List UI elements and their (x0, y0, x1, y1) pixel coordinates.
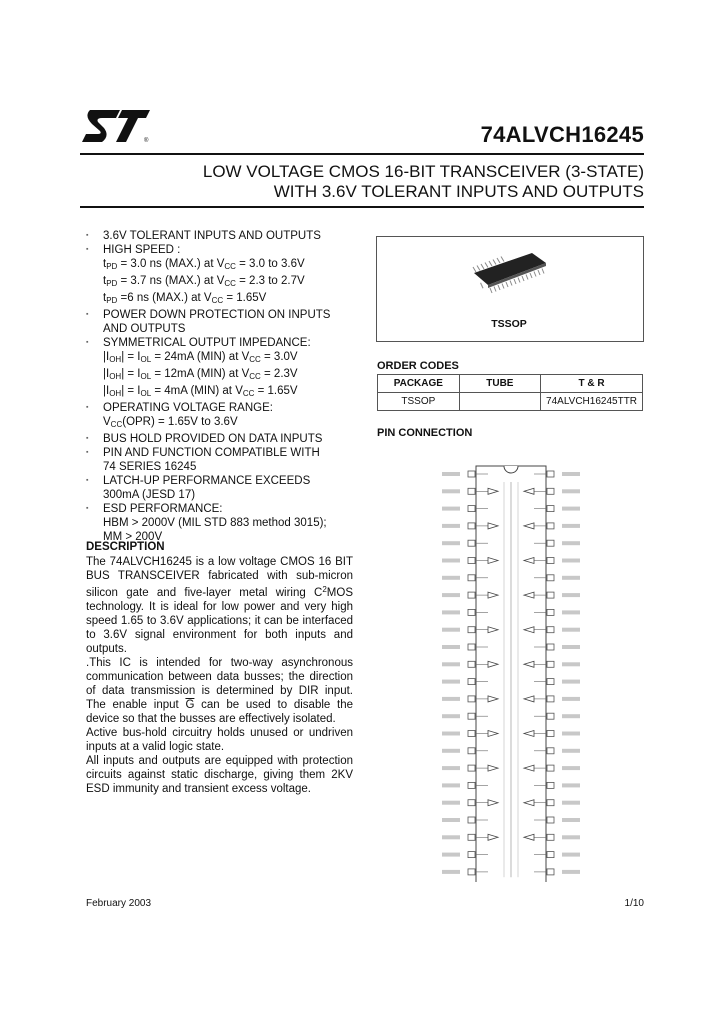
pin-left (468, 627, 475, 633)
feature-text: ▪ PIN AND FUNCTION COMPATIBLE WITH (103, 447, 320, 459)
pin-left (468, 609, 475, 615)
pin-label-left (442, 472, 460, 476)
feature-text: ▪ LATCH-UP PERFORMANCE EXCEEDS (103, 475, 311, 487)
pin-left (468, 523, 475, 529)
pin-label-left (442, 628, 460, 632)
pin-label-right (562, 645, 580, 649)
pin-right (547, 558, 554, 564)
description-paragraph: All inputs and outputs are equipped with protection circuits against static discharge, giving them 2KV ESD immunity and transient excess voltage. (86, 755, 353, 795)
feature-text: HBM > 2000V (MIL STD 883 method 3015); (103, 517, 327, 529)
pin-label-right (562, 766, 580, 770)
pin-left (468, 800, 475, 806)
pin-label-right (562, 628, 580, 632)
pin-left (468, 506, 475, 512)
feature-item (86, 243, 356, 308)
pin-left (468, 852, 475, 858)
pin-left (468, 540, 475, 546)
feature-item (86, 336, 356, 401)
pin-label-right (562, 801, 580, 805)
pin-right (547, 523, 554, 529)
feature-text: ▪ OPERATING VOLTAGE RANGE: (103, 402, 273, 414)
pin-label-right (562, 749, 580, 753)
feature-text: 300mA (JESD 17) (103, 489, 196, 501)
pin-left (468, 748, 475, 754)
buffer-symbol (524, 627, 534, 633)
pin-connection-heading: PIN CONNECTION (377, 427, 473, 439)
pin-label-left (442, 697, 460, 701)
pin-label-left (442, 835, 460, 839)
feature-item (86, 446, 356, 474)
feature-text: 74 SERIES 16245 (103, 461, 197, 473)
pin-right (547, 713, 554, 719)
pin-label-left (442, 749, 460, 753)
pin-label-right (562, 818, 580, 822)
pin-label-left (442, 853, 460, 857)
pin-label-right (562, 524, 580, 528)
pin-left (468, 869, 475, 875)
pin-label-left (442, 732, 460, 736)
feature-subline: $t_{PD} =6$ ns (MAX.) at $V_{CC} = 1.65V$ (103, 292, 267, 305)
pin-right (547, 817, 554, 823)
pin-left (468, 575, 475, 581)
feature-subline: $V_{CC}(OPR) = 1.65V$ to 3.6V (103, 416, 238, 429)
description-paragraph: The 74ALVCH16245 is a low voltage CMOS 16 BIT BUS TRANSCEIVER fabricated with sub-micron silicon gate and five-layer metal wiring $C^2MOS$ technology. It is ideal for low power and very high speed 1.65 to 3.6V applications; it can be interfaced to 3.6V signal environment for both inputs and outputs. (86, 556, 353, 655)
feature-text: ▪ BUS HOLD PROVIDED ON DATA INPUTS (103, 433, 323, 445)
svg-text:®: ® (144, 138, 149, 144)
buffer-symbol (524, 800, 534, 806)
pin-right (547, 661, 554, 667)
pin-right (547, 834, 554, 840)
buffer-symbol (488, 558, 498, 564)
pin-label-right (562, 870, 580, 874)
pin-right (547, 644, 554, 650)
buffer-symbol (488, 731, 498, 737)
pin-right (547, 765, 554, 771)
pin-left (468, 661, 475, 667)
pin-label-left (442, 524, 460, 528)
pin-label-right (562, 662, 580, 666)
feature-text: MM > 200V (103, 531, 163, 543)
buffer-symbol (488, 488, 498, 494)
table-cell: 74ALVCH16245TTR (541, 393, 643, 411)
pin-label-left (442, 541, 460, 545)
buffer-symbol (524, 488, 534, 494)
buffer-symbol (488, 592, 498, 598)
footer-page-number: 1/10 (624, 898, 644, 909)
pin-label-right (562, 697, 580, 701)
pin-label-left (442, 714, 460, 718)
pin-right (547, 609, 554, 615)
buffer-symbol (488, 627, 498, 633)
buffer-symbol (488, 765, 498, 771)
pin-label-left (442, 801, 460, 805)
pin-right (547, 782, 554, 788)
pin-left (468, 679, 475, 685)
pin-left (468, 558, 475, 564)
description-paragraph: Active bus-hold circuitry holds unused or undriven inputs at a valid logic state. (86, 727, 353, 753)
feature-item (86, 308, 356, 336)
feature-item (86, 401, 356, 432)
pin-label-right (562, 610, 580, 614)
table-row (378, 393, 643, 411)
buffer-symbol (524, 523, 534, 529)
feature-text: AND OUTPUTS (103, 323, 186, 335)
tssop-package-image (470, 253, 550, 297)
buffer-symbol (488, 661, 498, 667)
pin-label-left (442, 680, 460, 684)
pin-left (468, 782, 475, 788)
pin-left (468, 713, 475, 719)
pin-label-left (442, 507, 460, 511)
pin-right (547, 506, 554, 512)
feature-item (86, 432, 356, 446)
buffer-symbol (524, 765, 534, 771)
pin-label-left (442, 576, 460, 580)
pin-left (468, 592, 475, 598)
footer-date: February 2003 (86, 898, 152, 909)
pin-left (468, 696, 475, 702)
feature-text: ▪ HIGH SPEED : (103, 244, 181, 256)
pin-left (468, 471, 475, 477)
pin-right (547, 679, 554, 685)
st-logo (80, 106, 152, 146)
feature-text: ▪ ESD PERFORMANCE: (103, 503, 223, 515)
subtitle-line-2: WITH 3.6V TOLERANT INPUTS AND OUTPUTS (273, 182, 644, 201)
feature-subline: $|I_{OH}| = I_{OL} = 24mA$ (MIN) at $V_{CC} = 3.0V$ (103, 351, 298, 364)
description-body (86, 555, 353, 796)
package-label: TSSOP (491, 318, 527, 330)
pin-right (547, 488, 554, 494)
feature-text: ▪ POWER DOWN PROTECTION ON INPUTS (103, 309, 331, 321)
pin-left (468, 765, 475, 771)
buffer-symbol (488, 523, 498, 529)
pin-connection-diagram (436, 462, 586, 882)
pin-label-left (442, 818, 460, 822)
buffer-symbol (524, 696, 534, 702)
subtitle-line-1: LOW VOLTAGE CMOS 16-BIT TRANSCEIVER (3-STATE) (202, 162, 644, 181)
column-header: PACKAGE (378, 375, 460, 393)
pin-label-right (562, 853, 580, 857)
header-rule (80, 153, 644, 155)
order-codes-table (377, 374, 643, 411)
buffer-symbol (524, 661, 534, 667)
feature-list (86, 229, 356, 544)
pin-label-left (442, 783, 460, 787)
pin-left (468, 644, 475, 650)
pin-right (547, 575, 554, 581)
pin-label-right (562, 507, 580, 511)
buffer-symbol (488, 800, 498, 806)
pin-label-right (562, 835, 580, 839)
pin-label-left (442, 645, 460, 649)
ic-notch (504, 466, 518, 473)
table-cell (459, 393, 540, 411)
pin-right (547, 696, 554, 702)
pin-right (547, 731, 554, 737)
pin-right (547, 748, 554, 754)
pin-right (547, 471, 554, 477)
pin-label-left (442, 489, 460, 493)
pin-left (468, 731, 475, 737)
pin-right (547, 800, 554, 806)
pin-label-left (442, 870, 460, 874)
part-number: 74ALVCH16245 (480, 122, 644, 147)
pin-label-left (442, 593, 460, 597)
pin-right (547, 627, 554, 633)
description-heading: DESCRIPTION (86, 541, 165, 553)
pin-label-left (442, 662, 460, 666)
pin-right (547, 540, 554, 546)
pin-right (547, 852, 554, 858)
table-cell: TSSOP (378, 393, 460, 411)
pin-right (547, 869, 554, 875)
feature-subline: $t_{PD} = 3.7$ ns (MAX.) at $V_{CC} = 2.3$ to 2.7V (103, 275, 305, 288)
feature-item (86, 474, 356, 502)
pin-label-right (562, 489, 580, 493)
pin-left (468, 834, 475, 840)
pin-label-right (562, 732, 580, 736)
feature-subline: $|I_{OH}| = I_{OL} = 12mA$ (MIN) at $V_{CC} = 2.3V$ (103, 368, 298, 381)
buffer-symbol (524, 731, 534, 737)
buffer-symbol (488, 696, 498, 702)
buffer-symbol (488, 834, 498, 840)
subtitle-rule (80, 206, 644, 208)
pin-label-right (562, 593, 580, 597)
buffer-symbol (524, 592, 534, 598)
column-header: TUBE (459, 375, 540, 393)
feature-text: ▪ 3.6V TOLERANT INPUTS AND OUTPUTS (103, 230, 321, 242)
pin-label-right (562, 472, 580, 476)
pin-label-right (562, 576, 580, 580)
pin-label-left (442, 610, 460, 614)
pin-label-right (562, 559, 580, 563)
table-header-row (378, 375, 643, 393)
order-codes-heading: ORDER CODES (377, 360, 459, 372)
description-paragraph: .This IC is intended for two-way asynchronous communication between data busses; the direction of data transmission is determined by DIR input. The enable input $\overline{G}$ can be used to disable the device so that the busses are effectively isolated. (86, 657, 354, 725)
buffer-symbol (524, 834, 534, 840)
feature-subline: $|I_{OH}| = I_{OL} = 4mA$ (MIN) at $V_{CC} = 1.65V$ (103, 385, 298, 398)
pin-label-right (562, 680, 580, 684)
feature-item (86, 229, 356, 243)
pin-left (468, 817, 475, 823)
pin-left (468, 488, 475, 494)
feature-item (86, 502, 356, 544)
pin-right (547, 592, 554, 598)
column-header: T & R (541, 375, 643, 393)
feature-subline: $t_{PD} = 3.0$ ns (MAX.) at $V_{CC} = 3.0$ to 3.6V (103, 258, 305, 271)
pin-label-left (442, 559, 460, 563)
pin-label-right (562, 783, 580, 787)
pin-label-right (562, 541, 580, 545)
buffer-symbol (524, 558, 534, 564)
pin-label-right (562, 714, 580, 718)
pin-label-left (442, 766, 460, 770)
feature-text: ▪ SYMMETRICAL OUTPUT IMPEDANCE: (103, 337, 311, 349)
